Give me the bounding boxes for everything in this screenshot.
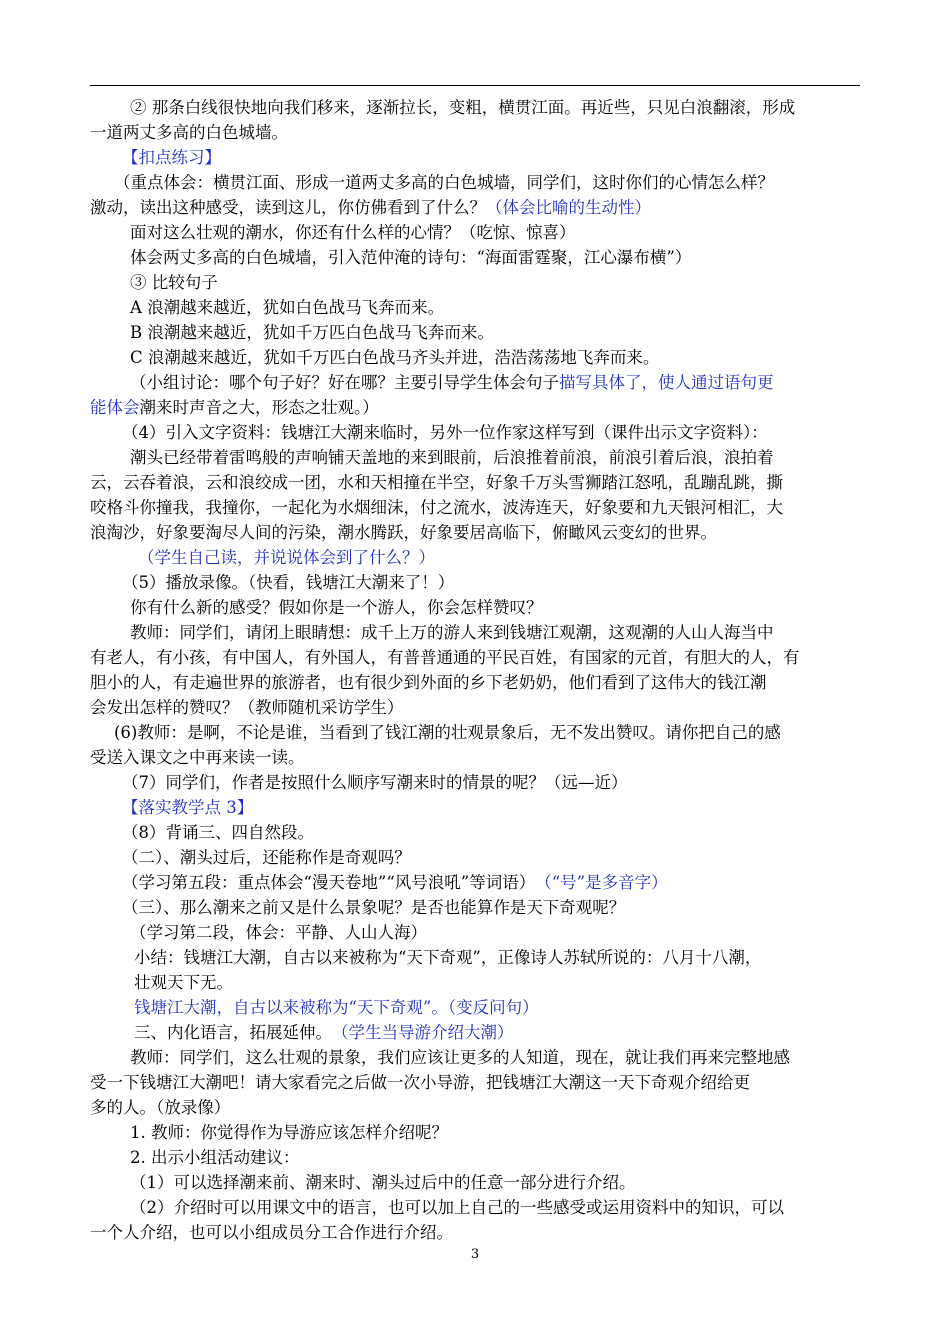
body-text: 胆小的人，有走遍世界的旅游者，也有很少到外面的乡下老奶奶，他们看到了这伟大的钱江潮: [90, 673, 767, 692]
body-text: （二）、潮头过后，还能称作是奇观吗？: [122, 848, 411, 867]
highlighted-text: 【落实教学点 3】: [122, 798, 254, 817]
text-line: [90, 595, 860, 620]
body-text: (6)教师：是啊，不论是谁，当看到了钱江潮的壮观景象后，无不发出赞叹。请你把自己的感: [114, 723, 781, 742]
body-text: 受一下钱塘江大潮吧！请大家看完之后做一次小导游，把钱塘江大潮这一天下奇观介绍给更: [90, 1073, 750, 1092]
text-line: [90, 545, 860, 570]
text-line: [90, 970, 860, 995]
text-line: [90, 620, 860, 645]
body-text: （8）背诵三、四自然段。: [122, 823, 314, 842]
text-line: [90, 920, 860, 945]
body-text: ② 那条白线很快地向我们移来，逐渐拉长，变粗，横贯江面。再近些，只见白浪翻滚，形成: [130, 98, 796, 117]
text-line: [90, 1020, 860, 1045]
body-text: （7）同学们，作者是按照什么顺序写潮来时的情景的呢？（远—近）: [122, 773, 628, 792]
text-line: [90, 995, 860, 1020]
body-text: 浪淘沙，好象要淘尽人间的污染，潮水腾跃，好象要居高临下，俯瞰风云变幻的世界。: [90, 523, 717, 542]
body-text: 小结：钱塘江大潮，自古以来被称为“天下奇观”，正像诗人苏轼所说的：八月十八潮，: [134, 948, 762, 967]
text-line: [90, 470, 860, 495]
body-text: 有老人，有小孩，有中国人，有外国人，有普普通通的平民百姓，有国家的元首，有胆大的人，有: [90, 648, 800, 667]
text-line: [90, 395, 860, 420]
page-number: 3: [470, 1247, 480, 1262]
text-line: [90, 645, 860, 670]
text-line: [90, 170, 860, 195]
header-rule: [90, 85, 860, 86]
text-line: [90, 795, 860, 820]
text-line: [90, 1070, 860, 1095]
body-text: （5）播放录像。（快看，钱塘江大潮来了！）: [122, 573, 455, 592]
text-line: [90, 1095, 860, 1120]
body-text: 咬格斗你撞我，我撞你，一起化为水烟细沫，付之流水，波涛连天，好象要和九天银河相汇，大: [90, 498, 783, 517]
text-line: [90, 295, 860, 320]
text-line: [90, 845, 860, 870]
body-text: B 浪潮越来越近，犹如千万匹白色战马飞奔而来。: [130, 323, 494, 342]
text-line: [90, 870, 860, 895]
text-line: [90, 145, 860, 170]
body-text: 三、内化语言，拓展延伸。: [134, 1023, 341, 1042]
text-line: [90, 895, 860, 920]
text-line: [90, 820, 860, 845]
body-text: （学习第五段：重点体会“漫天卷地”“风号浪吼”等词语）: [122, 873, 544, 892]
body-text: A 浪潮越来越近，犹如白色战马飞奔而来。: [130, 298, 445, 317]
text-line: [90, 770, 860, 795]
text-line: [90, 1220, 860, 1245]
body-text: 体会两丈多高的白色城墙，引入范仲淹的诗句：“海面雷霆聚，江心瀑布横”）: [130, 248, 692, 267]
body-text: C 浪潮越来越近，犹如千万匹白色战马齐头并进，浩浩荡荡地飞奔而来。: [130, 348, 660, 367]
text-line: [90, 720, 860, 745]
body-text: 受送入课文之中再来读一读。: [90, 748, 305, 767]
text-line: [90, 95, 860, 120]
text-line: [90, 1145, 860, 1170]
text-line: [90, 745, 860, 770]
body-text: （小组讨论：哪个句子好？好在哪？主要引导学生体会句子: [130, 373, 559, 392]
body-text: 教师：同学们，请闭上眼睛想：成千上万的游人来到钱塘江观潮，这观潮的人山人海当中: [130, 623, 774, 642]
text-line: [90, 570, 860, 595]
text-line: [90, 945, 860, 970]
text-line: [90, 270, 860, 295]
highlighted-text: 描写具体了，使人通过语句更: [559, 373, 774, 392]
highlighted-text: 【扣点练习】: [122, 148, 221, 167]
text-line: [90, 420, 860, 445]
body-text: 潮头已经带着雷鸣般的声响铺天盖地的来到眼前，后浪推着前浪，前浪引着后浪，浪拍着: [130, 448, 774, 467]
text-line: [90, 120, 860, 145]
text-line: [90, 670, 860, 695]
body-text: 会发出怎样的赞叹？（教师随机采访学生）: [90, 698, 404, 717]
body-text: 壮观天下无。: [134, 973, 233, 992]
highlighted-text: （体会比喻的生动性）: [486, 198, 651, 217]
text-line: [90, 1045, 860, 1070]
body-text: （学习第二段，体会：平静、人山人海）: [130, 923, 427, 942]
highlighted-text: （“号”是多音字）: [543, 873, 668, 892]
text-line: [90, 520, 860, 545]
text-line: [90, 1120, 860, 1145]
body-text: 你有什么新的感受？假如你是一个游人，你会怎样赞叹？: [130, 598, 543, 617]
highlighted-text: 钱塘江大潮，自古以来被称为“天下奇观”。（变反问句）: [134, 998, 539, 1017]
body-text: （重点体会：横贯江面、形成一道两丈多高的白色城墙，同学们，这时你们的心情怎么样？: [114, 173, 774, 192]
highlighted-text: 能体会: [90, 398, 140, 417]
text-line: [90, 370, 860, 395]
body-text: 面对这么壮观的潮水，你还有什么样的心情？（吃惊、惊喜）: [130, 223, 576, 242]
text-line: [90, 195, 860, 220]
text-line: [90, 1195, 860, 1220]
body-text: 2. 出示小组活动建议：: [130, 1148, 300, 1167]
document-body: [90, 95, 860, 1245]
text-line: [90, 320, 860, 345]
body-text: 潮来时声音之大，形态之壮观。）: [139, 398, 379, 417]
text-line: [90, 1170, 860, 1195]
text-line: [90, 220, 860, 245]
body-text: （1）可以选择潮来前、潮来时、潮头过后中的任意一部分进行介绍。: [130, 1173, 636, 1192]
body-text: ③ 比较句子: [130, 273, 218, 292]
body-text: 教师：同学们，这么壮观的景象，我们应该让更多的人知道，现在，就让我们再来完整地感: [130, 1048, 790, 1067]
text-line: [90, 695, 860, 720]
text-line: [90, 445, 860, 470]
body-text: 多的人。（放录像）: [90, 1098, 231, 1117]
body-text: 激动，读出这种感受，读到这儿，你仿佛看到了什么？: [90, 198, 486, 217]
text-line: [90, 495, 860, 520]
body-text: 云，云吞着浪，云和浪绞成一团，水和天相撞在半空，好象千万头雪狮踏江怒吼，乱蹦乱跳，撕: [90, 473, 783, 492]
body-text: 一道两丈多高的白色城墙。: [90, 123, 288, 142]
body-text: （三）、那么潮来之前又是什么景象呢？是否也能算作是天下奇观呢？: [122, 898, 626, 917]
body-text: （2）介绍时可以用课文中的语言，也可以加上自己的一些感受或运用资料中的知识，可以: [130, 1198, 784, 1217]
highlighted-text: （学生自己读，并说说体会到了什么？）: [138, 548, 435, 567]
text-line: [90, 245, 860, 270]
body-text: 一个人介绍，也可以小组成员分工合作进行介绍。: [90, 1223, 453, 1242]
body-text: （4）引入文字资料：钱塘江大潮来临时，另外一位作家这样写到（课件出示文字资料）：: [122, 423, 768, 442]
highlighted-text: （学生当导游介绍大潮）: [340, 1023, 514, 1042]
body-text: 1. 教师：你觉得作为导游应该怎样介绍呢？: [130, 1123, 448, 1142]
text-line: [90, 345, 860, 370]
